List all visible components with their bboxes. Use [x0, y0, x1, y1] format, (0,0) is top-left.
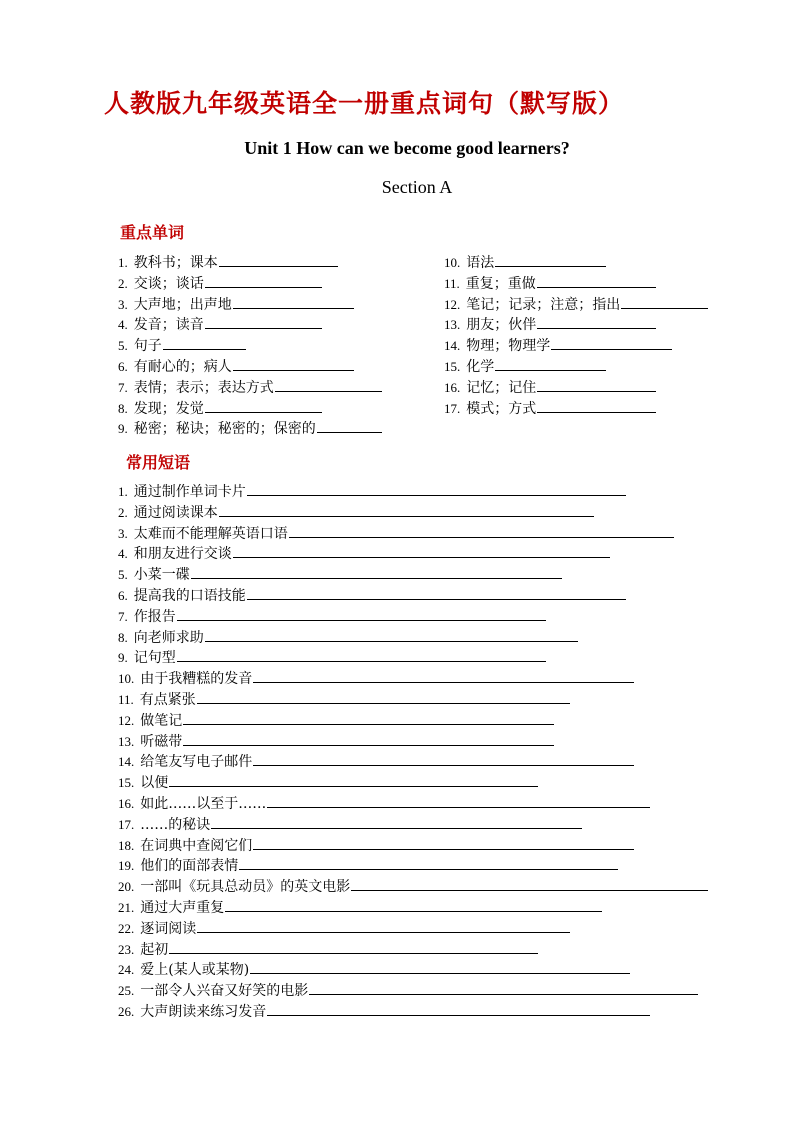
item-text: 教科书；课本	[133, 255, 218, 271]
answer-blank[interactable]	[537, 377, 656, 392]
item-text: 听磁带	[140, 733, 183, 750]
item-text: 大声朗读来练习发音	[140, 1003, 267, 1020]
vocab-item	[118, 314, 382, 335]
item-text: 给笔友写电子邮件	[140, 754, 253, 771]
answer-blank[interactable]	[211, 814, 582, 829]
answer-blank[interactable]	[621, 294, 708, 309]
phrases-list	[118, 481, 708, 1022]
page-title: 人教版九年级英语全一册重点词句（默写版）	[104, 89, 625, 118]
answer-blank[interactable]	[169, 772, 538, 787]
answer-blank[interactable]	[169, 939, 538, 954]
vocab-item	[444, 377, 708, 398]
item-text: ……的秘诀	[140, 816, 211, 833]
item-text: 爱上(某人或某物)	[140, 962, 250, 979]
item-text: 向老师求助	[133, 629, 204, 646]
item-text: 由于我糟糕的发音	[140, 671, 253, 688]
vocab-list-left	[118, 252, 382, 439]
answer-blank[interactable]	[537, 273, 656, 288]
answer-blank[interactable]	[191, 564, 562, 579]
answer-blank[interactable]	[253, 835, 634, 850]
answer-blank[interactable]	[247, 585, 626, 600]
item-number: 13.	[444, 317, 461, 333]
item-text: 大声地；出声地	[133, 296, 232, 313]
vocab-item	[444, 294, 708, 315]
item-number: 2.	[118, 275, 128, 291]
vocab-item	[118, 335, 382, 356]
item-number: 20.	[118, 879, 135, 895]
item-number: 4.	[118, 546, 128, 562]
answer-blank[interactable]	[253, 751, 634, 766]
item-number: 16.	[444, 379, 461, 395]
unit-title: Unit 1 How can we become good learners?	[244, 138, 570, 158]
vocab-item	[444, 273, 708, 294]
phrase-item	[118, 606, 708, 627]
vocab-item	[118, 294, 382, 315]
item-text: 以便	[140, 775, 169, 792]
item-text: 在词典中查阅它们	[140, 837, 253, 854]
phrase-item	[118, 668, 708, 689]
phrase-item	[118, 1001, 708, 1022]
answer-blank[interactable]	[205, 398, 322, 413]
item-text: 朋友；伙伴	[466, 317, 537, 334]
item-number: 14.	[118, 754, 135, 770]
phrase-item	[118, 710, 708, 731]
item-text: 笔记；记录；注意；指出	[466, 296, 621, 313]
answer-blank[interactable]	[351, 876, 708, 891]
item-text: 作报告	[133, 608, 176, 625]
item-number: 2.	[118, 504, 128, 520]
item-number: 7.	[118, 379, 128, 395]
vocab-heading: 重点单词	[120, 223, 185, 242]
item-number: 21.	[118, 899, 135, 915]
item-number: 3.	[118, 296, 128, 312]
item-text: 如此……以至于……	[140, 795, 267, 812]
item-text: 起初	[140, 941, 169, 958]
phrase-item	[118, 793, 708, 814]
answer-blank[interactable]	[309, 980, 698, 995]
answer-blank[interactable]	[197, 689, 570, 704]
item-number: 17.	[444, 400, 461, 416]
answer-blank[interactable]	[267, 793, 650, 808]
phrase-item	[118, 564, 708, 585]
item-text: 做笔记	[140, 712, 183, 729]
answer-blank[interactable]	[551, 335, 672, 350]
phrase-item	[118, 855, 708, 876]
item-number: 25.	[118, 983, 135, 999]
phrase-item	[118, 814, 708, 835]
item-number: 9.	[118, 421, 128, 437]
answer-blank[interactable]	[177, 647, 546, 662]
item-text: 发音；读音	[133, 317, 204, 334]
phrase-item	[118, 689, 708, 710]
answer-blank[interactable]	[253, 668, 634, 683]
item-number: 9.	[118, 650, 128, 666]
item-text: 通过阅读课本	[133, 504, 218, 521]
answer-blank[interactable]	[183, 710, 554, 725]
item-text: 发现；发觉	[133, 400, 204, 417]
phrase-item	[118, 523, 708, 544]
item-text: 小菜一碟	[133, 567, 190, 584]
item-number: 8.	[118, 629, 128, 645]
answer-blank[interactable]	[233, 294, 354, 309]
answer-blank[interactable]	[163, 335, 246, 350]
item-text: 有耐心的；病人	[133, 358, 232, 375]
answer-blank[interactable]	[267, 1001, 650, 1016]
vocab-item	[118, 377, 382, 398]
answer-blank[interactable]	[219, 502, 594, 517]
item-number: 11.	[118, 691, 134, 707]
phrase-item	[118, 918, 708, 939]
item-number: 6.	[118, 587, 128, 603]
item-number: 16.	[118, 795, 135, 811]
item-number: 11.	[444, 275, 460, 291]
answer-blank[interactable]	[183, 731, 554, 746]
answer-blank[interactable]	[317, 418, 382, 433]
item-number: 26.	[118, 1003, 135, 1019]
item-number: 17.	[118, 816, 135, 832]
item-number: 6.	[118, 358, 128, 374]
phrase-item	[118, 897, 708, 918]
item-text: 物理；物理学	[466, 338, 551, 355]
vocab-item	[444, 335, 708, 356]
item-text: 一部叫《玩具总动员》的英文电影	[140, 879, 351, 896]
phrase-item	[118, 876, 708, 897]
answer-blank[interactable]	[250, 959, 630, 974]
item-text: 有点紧张	[139, 691, 196, 708]
item-text: 通过制作单词卡片	[133, 484, 246, 500]
answer-blank[interactable]	[275, 377, 382, 392]
item-text: 句子	[133, 338, 162, 355]
phrase-item	[118, 481, 708, 502]
answer-blank[interactable]	[219, 252, 338, 267]
item-number: 1.	[118, 484, 128, 499]
vocab-item	[118, 356, 382, 377]
item-text: 提高我的口语技能	[133, 587, 246, 604]
item-number: 24.	[118, 962, 135, 978]
item-text: 逐词阅读	[140, 920, 197, 937]
answer-blank[interactable]	[289, 523, 674, 538]
phrase-item	[118, 835, 708, 856]
phrase-item	[118, 543, 708, 564]
phrase-item	[118, 585, 708, 606]
item-text: 太难而不能理解英语口语	[133, 525, 288, 542]
item-number: 7.	[118, 608, 128, 624]
vocab-item	[118, 418, 382, 439]
item-number: 18.	[118, 837, 135, 853]
vocab-item	[118, 273, 382, 294]
phrase-item	[118, 959, 708, 980]
item-number: 10.	[444, 255, 461, 270]
vocab-list-right	[444, 252, 708, 418]
item-text: 语法	[466, 255, 495, 271]
vocab-item	[118, 398, 382, 419]
answer-blank[interactable]	[537, 398, 656, 413]
vocab-item	[444, 314, 708, 335]
item-number: 19.	[118, 858, 135, 874]
phrase-item	[118, 751, 708, 772]
vocab-item	[444, 252, 708, 273]
answer-blank[interactable]	[197, 918, 570, 933]
item-text: 秘密；秘诀；秘密的；保密的	[133, 421, 316, 438]
item-number: 22.	[118, 920, 135, 936]
item-text: 记忆；记住	[466, 379, 537, 396]
phrase-item	[118, 627, 708, 648]
item-text: 交谈；谈话	[133, 275, 204, 292]
item-number: 8.	[118, 400, 128, 416]
item-number: 14.	[444, 338, 461, 354]
answer-blank[interactable]	[205, 273, 322, 288]
item-text: 记句型	[133, 650, 176, 667]
item-text: 他们的面部表情	[140, 858, 239, 875]
vocab-item	[118, 252, 382, 273]
item-text: 重复；重做	[465, 275, 536, 292]
item-number: 5.	[118, 338, 128, 354]
phrase-item	[118, 647, 708, 668]
phrase-item	[118, 502, 708, 523]
answer-blank[interactable]	[239, 855, 618, 870]
item-text: 模式；方式	[466, 400, 537, 417]
item-number: 12.	[444, 296, 461, 312]
item-number: 4.	[118, 317, 128, 333]
answer-blank[interactable]	[233, 356, 354, 371]
item-number: 13.	[118, 733, 135, 749]
answer-blank[interactable]	[495, 356, 606, 371]
item-number: 10.	[118, 671, 135, 687]
answer-blank[interactable]	[205, 314, 322, 329]
answer-blank[interactable]	[233, 543, 610, 558]
phrase-item	[118, 939, 708, 960]
item-number: 12.	[118, 712, 135, 728]
phrase-item	[118, 731, 708, 752]
item-number: 1.	[118, 255, 128, 270]
answer-blank[interactable]	[225, 897, 602, 912]
answer-blank[interactable]	[495, 252, 606, 267]
item-number: 3.	[118, 525, 128, 541]
section-title: Section A	[381, 177, 453, 197]
item-text: 通过大声重复	[140, 899, 225, 916]
answer-blank[interactable]	[205, 627, 578, 642]
phrase-item	[118, 772, 708, 793]
item-text: 表情；表示；表达方式	[133, 379, 274, 396]
phrases-heading: 常用短语	[126, 453, 191, 472]
vocab-item	[444, 356, 708, 377]
item-text: 一部令人兴奋又好笑的电影	[140, 983, 309, 1000]
answer-blank[interactable]	[177, 606, 546, 621]
answer-blank[interactable]	[537, 314, 656, 329]
answer-blank[interactable]	[247, 481, 626, 496]
vocab-item	[444, 398, 708, 419]
item-number: 15.	[444, 358, 461, 374]
item-number: 23.	[118, 941, 135, 957]
item-text: 和朋友进行交谈	[133, 546, 232, 563]
phrase-item	[118, 980, 708, 1001]
item-number: 5.	[118, 567, 128, 583]
item-text: 化学	[466, 358, 495, 375]
item-number: 15.	[118, 775, 135, 791]
